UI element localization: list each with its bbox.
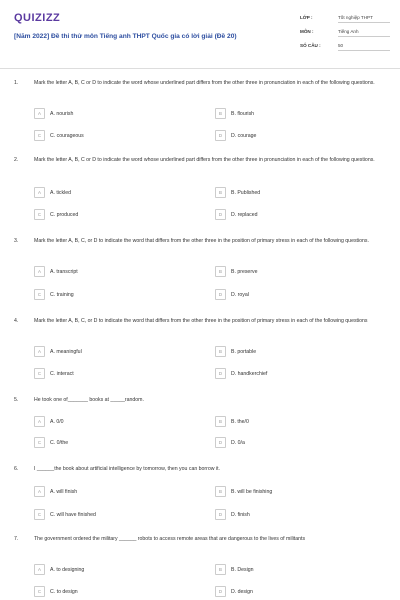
worksheet-meta xyxy=(300,12,392,54)
option-d[interactable] xyxy=(215,209,355,221)
option-text: A. to designing xyxy=(50,566,85,573)
option-text: D. finish xyxy=(231,511,250,518)
option-a[interactable] xyxy=(34,187,174,199)
question-count-label: SỐ CÂU : xyxy=(300,43,321,48)
option-a[interactable] xyxy=(34,108,174,120)
option-letter-badge: A xyxy=(34,486,45,497)
option-c[interactable] xyxy=(34,437,174,449)
option-text: C. 0/the xyxy=(50,439,69,446)
option-text: D. replaced xyxy=(231,211,258,218)
question-text: I ______the book about artificial intelligence by tomorrow, then you can borrow it. xyxy=(34,466,220,472)
option-letter-badge: D xyxy=(215,586,226,597)
question-number: 6. xyxy=(14,466,19,472)
option-letter-badge: D xyxy=(215,130,226,141)
option-letter-badge: D xyxy=(215,289,226,300)
option-b[interactable] xyxy=(215,187,355,199)
option-text: A. 0/0 xyxy=(50,418,64,425)
option-letter-badge: C xyxy=(34,509,45,520)
option-b[interactable] xyxy=(215,564,355,576)
option-letter-badge: B xyxy=(215,266,226,277)
option-letter-badge: C xyxy=(34,586,45,597)
question-text: Mark the letter A, B, C or D to indicate the word whose underlined part differs from the other three in pronunciation in each of the following questions. xyxy=(34,157,375,163)
subject-row xyxy=(300,26,392,40)
option-letter-badge: D xyxy=(215,509,226,520)
option-b[interactable] xyxy=(215,346,355,358)
option-letter-badge: B xyxy=(215,486,226,497)
question-number: 5. xyxy=(14,397,19,403)
option-letter-badge: C xyxy=(34,289,45,300)
question-count-row xyxy=(300,40,392,54)
worksheet-header xyxy=(0,0,400,62)
option-letter-badge: B xyxy=(215,346,226,357)
option-text: A. tickled xyxy=(50,189,72,196)
option-letter-badge: A xyxy=(34,187,45,198)
option-text: B. will be finishing xyxy=(231,488,273,495)
subject-label: MÔN : xyxy=(300,29,314,34)
question-text: Mark the letter A, B, C, or D to indicate the word that differs from the other three in the position of primary stress in each of the following questions xyxy=(34,318,368,324)
option-c[interactable] xyxy=(34,509,174,521)
option-text: C. courageous xyxy=(50,132,84,139)
question-number: 2. xyxy=(14,157,19,163)
option-d[interactable] xyxy=(215,368,355,380)
question-number: 1. xyxy=(14,80,19,86)
option-letter-badge: A xyxy=(34,266,45,277)
question-number: 3. xyxy=(14,238,19,244)
question-text: He took one of_______ books at _____random. xyxy=(34,397,144,403)
option-letter-badge: D xyxy=(215,368,226,379)
question-number: 4. xyxy=(14,318,19,324)
subject-value: Tiếng Anh xyxy=(338,27,390,37)
option-text: D. handkerchief xyxy=(231,370,268,377)
option-text: B. flourish xyxy=(231,110,255,117)
question-number: 7. xyxy=(14,536,19,542)
option-letter-badge: D xyxy=(215,437,226,448)
option-b[interactable] xyxy=(215,108,355,120)
option-d[interactable] xyxy=(215,289,355,301)
option-text: A. meaningful xyxy=(50,348,82,355)
option-c[interactable] xyxy=(34,289,174,301)
option-letter-badge: A xyxy=(34,346,45,357)
option-letter-badge: A xyxy=(34,108,45,119)
option-a[interactable] xyxy=(34,486,174,498)
question-count-value: 50 xyxy=(338,41,390,51)
option-text: C. to design xyxy=(50,588,78,595)
class-value: Tốt nghiệp THPT xyxy=(338,13,390,23)
option-letter-badge: B xyxy=(215,108,226,119)
option-text: B. the/0 xyxy=(231,418,249,425)
option-text: C. produced xyxy=(50,211,79,218)
option-letter-badge: A xyxy=(34,564,45,575)
class-label: LỚP : xyxy=(300,15,313,20)
question-text: Mark the letter A, B, C or D to indicate the word whose underlined part differs from the other three in pronunciation in each of the following questions. xyxy=(34,80,375,86)
question-text: The government ordered the military ______ robots to access remote areas that are dangerous to the lives of militants xyxy=(34,536,306,542)
option-text: B. Design xyxy=(231,566,254,573)
option-text: A. will finish xyxy=(50,488,78,495)
option-letter-badge: C xyxy=(34,368,45,379)
header-divider xyxy=(0,68,400,69)
option-text: C. interact xyxy=(50,370,74,377)
option-letter-badge: B xyxy=(215,187,226,198)
option-a[interactable] xyxy=(34,266,174,278)
option-text: C. training xyxy=(50,291,74,298)
option-letter-badge: C xyxy=(34,130,45,141)
option-a[interactable] xyxy=(34,416,174,428)
option-b[interactable] xyxy=(215,416,355,428)
option-letter-badge: D xyxy=(215,209,226,220)
document-title: [Năm 2022] Đề thi thử môn Tiếng anh THPT Quốc gia có lời giải (Đề 20) xyxy=(14,33,237,40)
option-text: D. design xyxy=(231,588,253,595)
option-letter-badge: B xyxy=(215,564,226,575)
option-text: D. royal xyxy=(231,291,249,298)
option-text: B. preserve xyxy=(231,268,258,275)
option-letter-badge: A xyxy=(34,416,45,427)
option-d[interactable] xyxy=(215,586,355,598)
option-text: C. will have finished xyxy=(50,511,96,518)
option-c[interactable] xyxy=(34,209,174,221)
option-text: B. portable xyxy=(231,348,257,355)
option-a[interactable] xyxy=(34,346,174,358)
option-a[interactable] xyxy=(34,564,174,576)
option-c[interactable] xyxy=(34,586,174,598)
option-text: A. transcript xyxy=(50,268,78,275)
question-text: Mark the letter A, B, C, or D to indicate the word that differs from the other three in the position of primary stress in each of the following questions. xyxy=(34,238,369,244)
option-text: D. courage xyxy=(231,132,257,139)
option-b[interactable] xyxy=(215,486,355,498)
option-text: B. Published xyxy=(231,189,261,196)
option-text: D. 0/a xyxy=(231,439,245,446)
option-d[interactable] xyxy=(215,130,355,142)
option-letter-badge: B xyxy=(215,416,226,427)
option-text: A. nourish xyxy=(50,110,74,117)
option-d[interactable] xyxy=(215,509,355,521)
option-b[interactable] xyxy=(215,266,355,278)
option-c[interactable] xyxy=(34,368,174,380)
option-letter-badge: C xyxy=(34,437,45,448)
quizizz-logo: QUIZIZZ xyxy=(14,12,61,24)
class-row xyxy=(300,12,392,26)
option-d[interactable] xyxy=(215,437,355,449)
option-c[interactable] xyxy=(34,130,174,142)
option-letter-badge: C xyxy=(34,209,45,220)
